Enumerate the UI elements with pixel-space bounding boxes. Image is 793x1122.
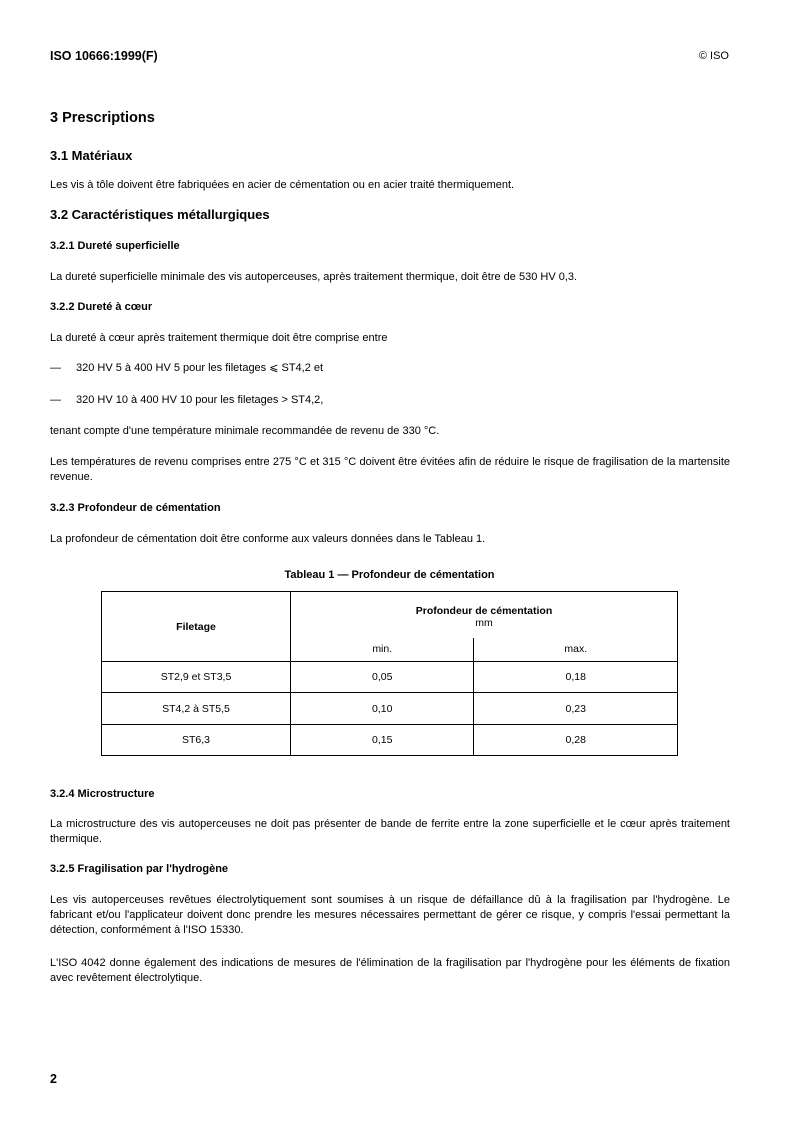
column-header-thread: Filetage (102, 592, 291, 662)
table-row (102, 662, 678, 693)
column-header-min: min. (291, 638, 474, 662)
cell-thread: ST6,3 (102, 725, 291, 756)
section-3-2-title: 3.2 Caractéristiques métallurgiques (50, 207, 270, 222)
section-3-2-2-text: Les températures de revenu comprises entre 275 °C et 315 °C doivent être évitées afin de réduire le risque de fragilisation de la martensite revenue. (50, 456, 730, 483)
cell-max: 0,18 (474, 662, 678, 693)
cell-min: 0,05 (291, 662, 474, 693)
list-dash: — (50, 362, 61, 374)
list-dash: — (50, 394, 61, 406)
section-3-2-5-text-1: Les vis autoperceuses revêtues électrolytiquement sont soumises à un risque de défaillance dû à la fragilisation par l'hydrogène. Le fabricant et/ou l'applicateur doivent donc prendre les mesures nécessaires permettant de gérer ce risque, y compris l'essai permettant la détection, conformément à l'ISO 15330. (50, 894, 730, 936)
section-3-title: 3 Prescriptions (50, 110, 155, 126)
section-3-2-5-text-2: L'ISO 4042 donne également des indications de mesures de l'élimination de la fragilisation par l'hydrogène pour les éléments de fixation avec revêtement électrolytique. (50, 957, 730, 984)
page-number: 2 (50, 1072, 57, 1086)
section-3-2-1-text: La dureté superficielle minimale des vis autoperceuses, après traitement thermique, doit être de 530 HV 0,3. (50, 271, 578, 283)
case-depth-table (101, 591, 678, 756)
section-3-2-2-intro: La dureté à cœur après traitement thermique doit être comprise entre (50, 332, 388, 344)
section-3-2-3-title: 3.2.3 Profondeur de cémentation (50, 502, 221, 514)
copyright-notice: © ISO (698, 50, 729, 62)
section-3-1-title: 3.1 Matériaux (50, 148, 133, 163)
section-3-2-3-text: La profondeur de cémentation doit être conforme aux valeurs données dans le Tableau 1. (50, 533, 486, 545)
document-id: ISO 10666:1999(F) (50, 49, 158, 63)
section-3-2-4-text: La microstructure des vis autoperceuses ne doit pas présenter de bande de ferrite entre la zone superficielle et le cœur après traitement thermique. (50, 818, 730, 845)
column-group-header (291, 592, 678, 638)
section-3-2-4-title: 3.2.4 Microstructure (50, 788, 155, 800)
cell-min: 0,10 (291, 693, 474, 725)
section-3-1-text: Les vis à tôle doivent être fabriquées en acier de cémentation ou en acier traité thermiquement. (50, 179, 515, 191)
cell-max: 0,23 (474, 693, 678, 725)
section-3-2-2-note: tenant compte d'une température minimale recommandée de revenu de 330 °C. (50, 425, 440, 437)
cell-thread: ST2,9 et ST3,5 (102, 662, 291, 693)
column-group-title: Profondeur de cémentation (415, 604, 553, 617)
section-3-2-5-title: 3.2.5 Fragilisation par l'hydrogène (50, 863, 229, 875)
table-row (102, 725, 678, 756)
list-item (50, 361, 323, 374)
cell-max: 0,28 (565, 734, 586, 746)
table-caption: Tableau 1 — Profondeur de cémentation (284, 569, 495, 581)
list-item-text: 320 HV 5 à 400 HV 5 pour les filetages ⩽ ST4,2 et (76, 362, 324, 374)
cell-min: 0,15 (291, 725, 474, 756)
list-item (50, 394, 323, 406)
section-3-2-2-title: 3.2.2 Dureté à cœur (50, 301, 153, 313)
column-group-unit: mm (475, 616, 493, 629)
cell-thread: ST4,2 à ST5,5 (102, 693, 291, 725)
list-item-text: 320 HV 10 à 400 HV 10 pour les filetages > ST4,2, (76, 394, 324, 406)
table-row (102, 693, 678, 725)
section-3-2-1-title: 3.2.1 Dureté superficielle (50, 240, 180, 252)
column-header-max: max. (474, 638, 678, 662)
